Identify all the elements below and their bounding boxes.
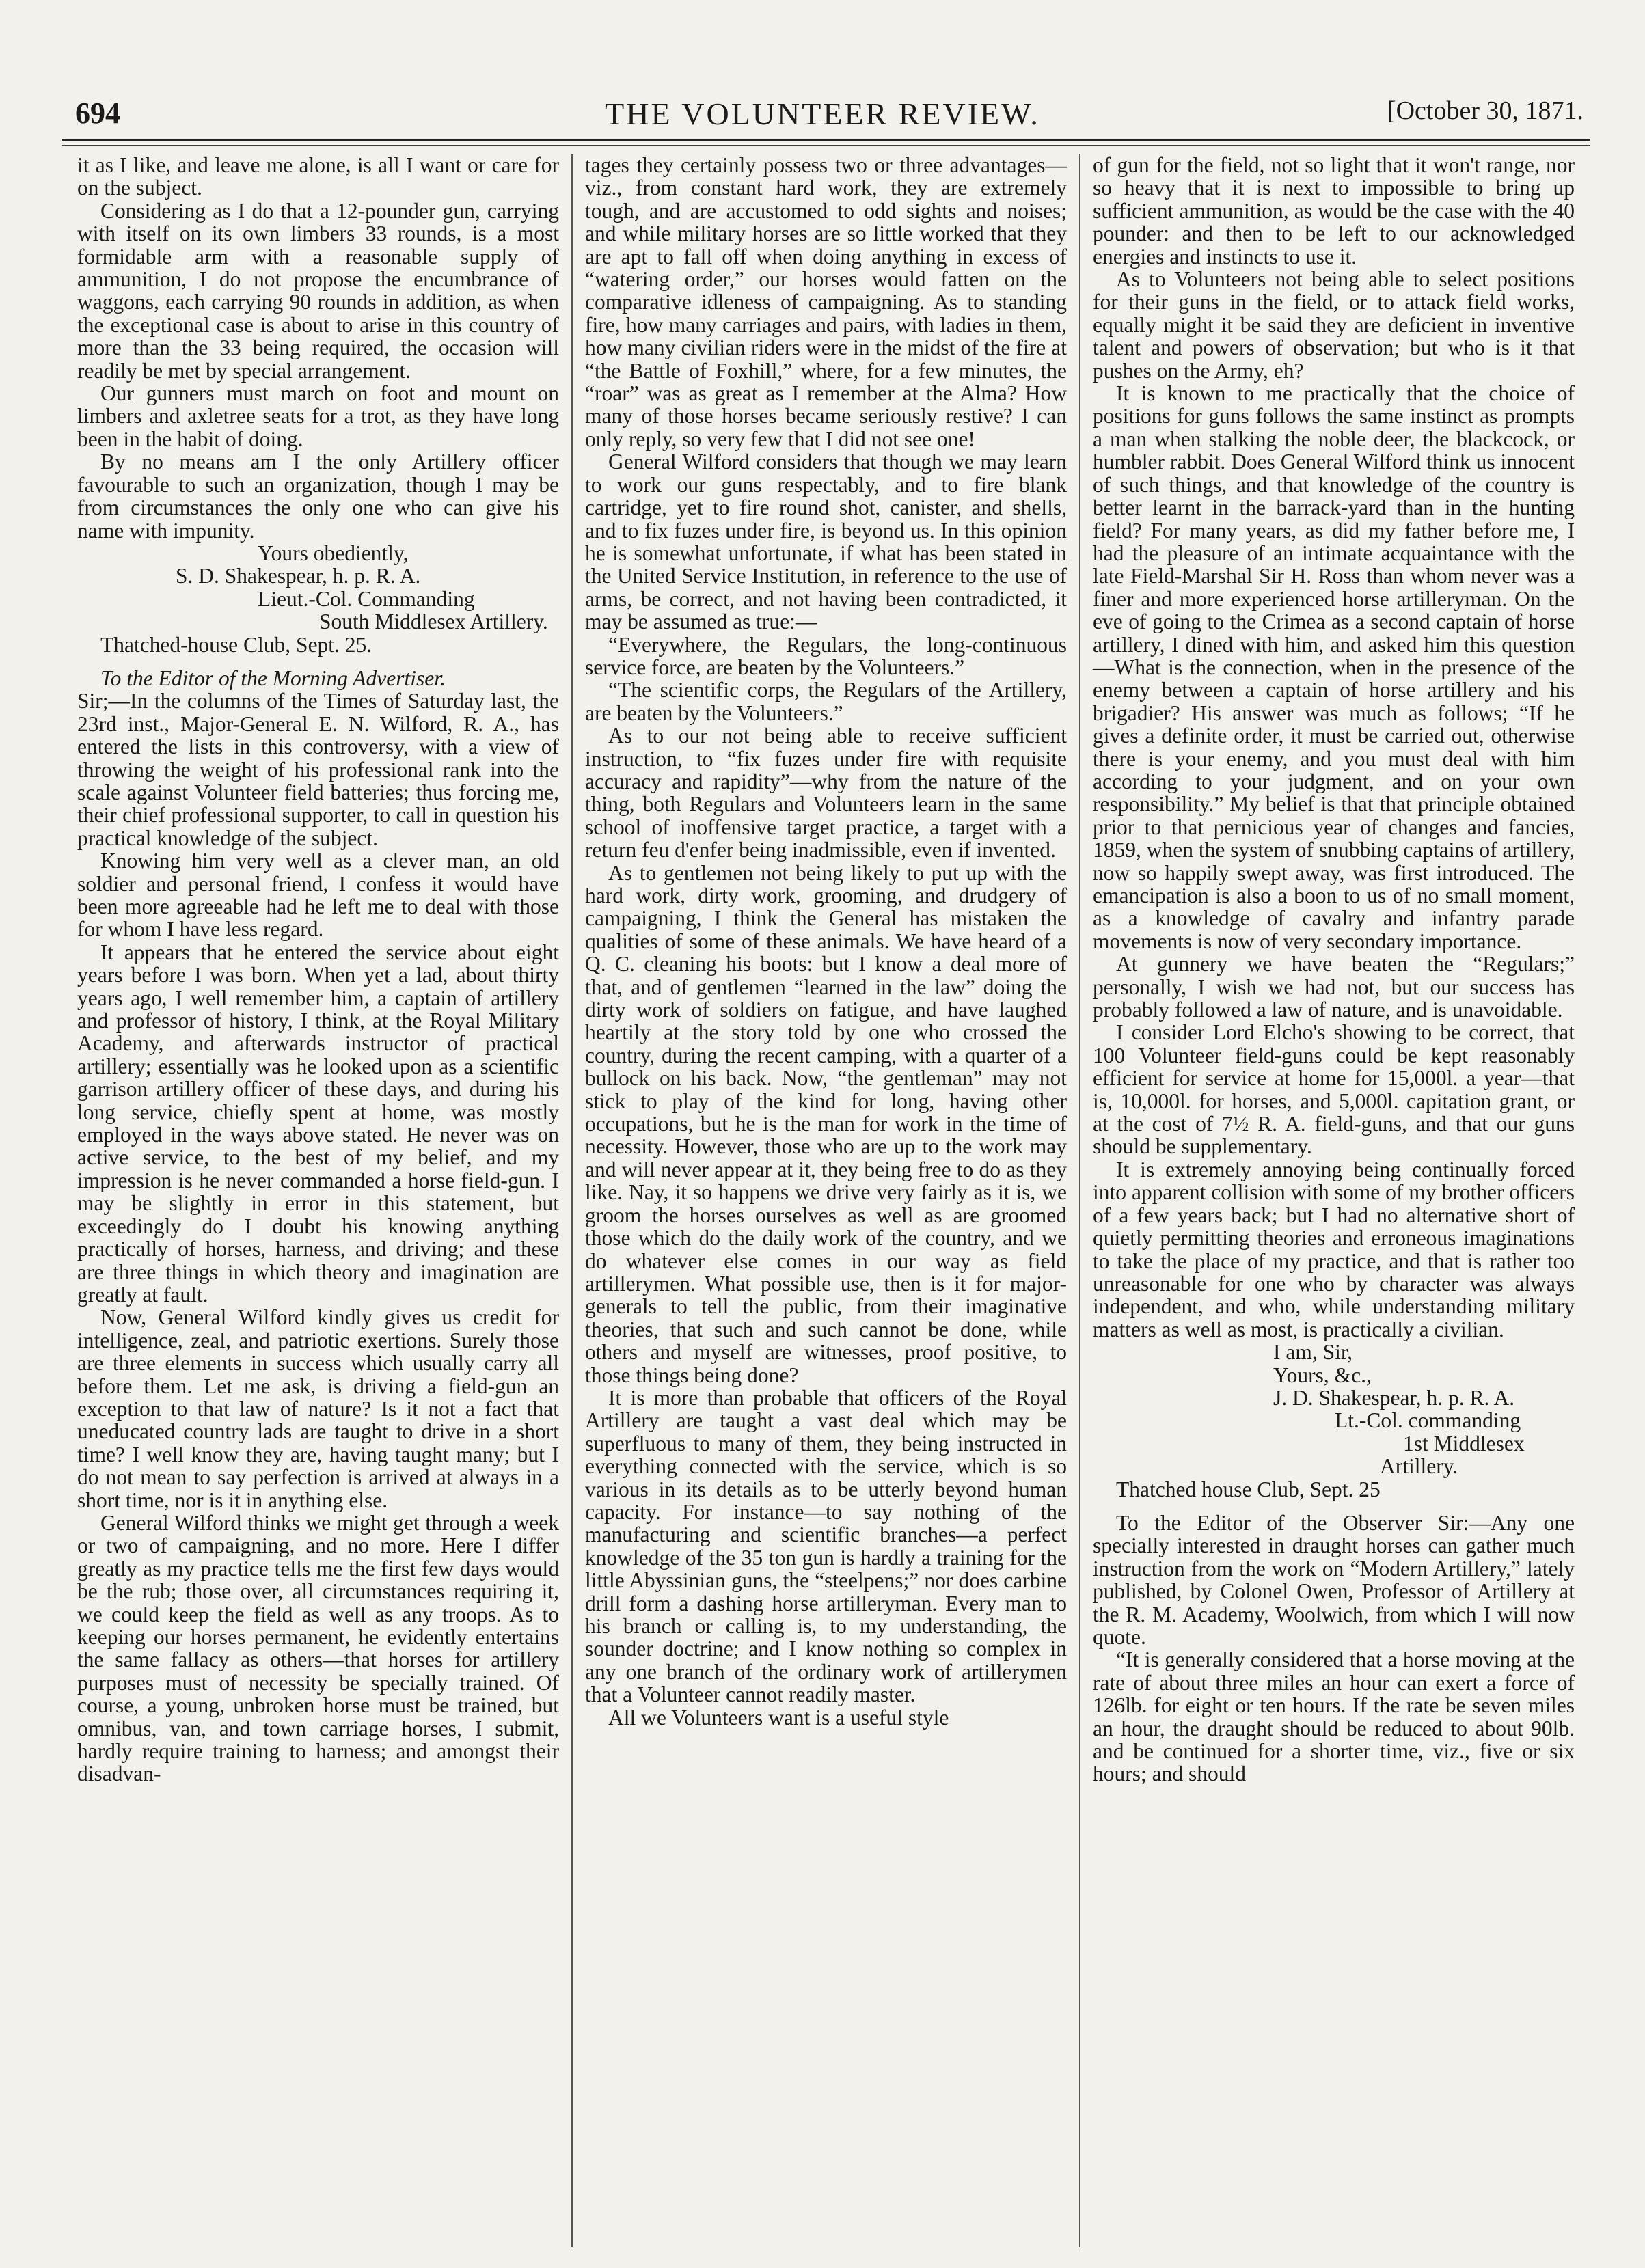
paragraph: Sir;—In the columns of the Times of Saturday last, the 23rd inst., Major-General E. N. Wilford, R. A., has entered the lists in this controversy, with a view of throwing the weight of his professional rank into the scale against Volunteer field batteries; thus forcing me, their chief professional supporter, to call in question his practical knowledge of the subject. [77, 689, 559, 850]
issue-date: [October 30, 1871. [1387, 96, 1583, 125]
paragraph: of gun for the field, not so light that it won't range, nor so heavy that it is next to impossible to bring up sufficient ammunition, as would be the case with the 40 pounder: and then to be left to our acknowledged energies and instincts to use it. [1093, 154, 1575, 269]
page-header [48, 96, 1597, 137]
signature-place-date: Thatched-house Club, Sept. 25. [100, 632, 372, 657]
header-rule-thin [62, 145, 1590, 146]
column-1 [65, 154, 571, 2247]
paragraph: It is extremely annoying being continually forced into apparent collision with some of my brother officers of a few years back; but I had no alternative short of quietly permitting theories and erroneous imaginations to take the place of my practice, and that is rather too unreasonable for one who by character was always independent, and who, while understanding military matters as well as most, is practically a civilian. [1093, 1157, 1575, 1341]
paragraph: I consider Lord Elcho's showing to be correct, that 100 Volunteer field-guns could be kept reasonably efficient for service at home for 15,000l. a year—that is, 10,000l. for horses, and 5,000l. capitation grant, or at the cost of 7½ R. A. field-guns, and that our guns should be supplementary. [1093, 1020, 1575, 1159]
paragraph: Now, General Wilford kindly gives us credit for intelligence, zeal, and patriotic exertions. Surely those are three elements in success which usually carry all before them. Let me ask, is driving a field-gun an exception to that law of nature? Is it not a fact that uneducated country lads are taught to drive in a short time? I well know they are, having taught many; but I do not mean to say perfection is arrived at always in a short time, nor is it in anything else. [77, 1305, 559, 1512]
quote: “The scientific corps, the Regulars of the Artillery, are beaten by the Volunteers.” [585, 678, 1067, 725]
paragraph: As to gentlemen not being likely to put up with the hard work, dirty work, grooming, and drudgery of campaigning, I think the General has mistaken the qualities of some of these animals. We have heard of a Q. C. cleaning his boots: but I know a deal more of that, and of gentlemen “learned in the law” doing the dirty work of soldiers on fatigue, and have laughed heartily at the story told by one who crossed the country, during the recent camping, with a quarter of a bullock on his back. Now, “the gentleman” may not stick to play of the kind for long, having other occupations, but he is the man for work in the time of necessity. However, those who are up to the work may and will never appear at it, they being free to do as they like. Nay, it so happens we drive very fairly as it is, we groom the horses ourselves as well as are groomed those which do the daily work of the country, and we do whatever else comes in our way as field artillerymen. What possible use, then is it for major-generals to tell the public, from their imaginative theories, that such and such cannot be done, while others and myself are witnesses, proof positive, to those things being done? [585, 860, 1067, 1387]
paragraph: It appears that he entered the service about eight years before I was born. When yet a lad, about thirty years ago, I well remember him, a captain of artillery and professor of history, I think, at the Royal Military Academy, and afterwards instructor of practical artillery; essentially was he looked upon as a scientific garrison artillery officer of these days, and during his long service, chiefly spent at home, was mostly employed in the ways above stated. He never was on active service, to the best of my belief, and my impression is he never commanded a horse field-gun. I may be slightly in error in this statement, but exceedingly do I doubt his knowing anything practically of horses, harness, and driving; and these are three things in which theory and imagination are greatly at fault. [77, 940, 559, 1307]
paragraph: tages they certainly possess two or three advantages—viz., from constant hard work, they are extremely tough, and are accustomed to odd sights and noises; and while military horses are so little worked that they are apt to fall off when doing anything in excess of “watering order,” our horses would fatten on the comparative idleness of campaigning. As to standing fire, how many carriages and pairs, with ladies in them, how many civilian riders were in the midst of the fire at “the Battle of Foxhill,” where, for a few minutes, the “roar” was as great as I remember at the Alma? How many of those horses became seriously restive? I can only reply, so very few that I did not see one! [585, 154, 1067, 451]
quote: “It is generally considered that a horse moving at the rate of about three miles an hour can exert a force of 126lb. for eight or ten hours. If the rate be seven miles an hour, the draught should be reduced to about 90lb. and be continued for a shorter time, viz., five or six hours; and should [1093, 1648, 1575, 1786]
signature-name: J. D. Shakespear, h. p. R. A. [1273, 1385, 1515, 1410]
paragraph: At gunnery we have beaten the “Regulars;” personally, I wish we had not, but our success has probably followed a law of nature, and is unavoidable. [1093, 952, 1575, 1022]
article-columns [65, 154, 1587, 2247]
paragraph: As to our not being able to receive sufficient instruction, to “fix fuzes under fire with requisite accuracy and rapidity”—why from the nature of the thing, both Regulars and Volunteers learn in the same school of inoffensive target practice, a target with a return feu d'enfer being inadmissible, even if invented. [585, 724, 1067, 862]
signature-closing: I am, Sir, [1273, 1340, 1352, 1365]
header-rule [62, 139, 1590, 141]
letter-address: To the Editor of the Morning Advertiser. [100, 666, 446, 690]
paragraph: Knowing him very well as a clever man, an old soldier and personal friend, I confess it would have been more agreeable had he left me to deal with those for whom I have less regard. [77, 849, 559, 942]
paragraph: it as I like, and leave me alone, is all I want or care for on the subject. [77, 154, 559, 200]
signature-rank: Lieut.-Col. Commanding [258, 586, 475, 611]
page-number: 694 [75, 96, 120, 130]
masthead-title: THE VOLUNTEER REVIEW. [605, 96, 1040, 131]
signature-closing: Yours obediently, [258, 541, 409, 565]
paragraph: Considering as I do that a 12-pounder gun, carrying with itself on its own limbers 33 rounds, is a most formidable arm with a reasonable supply of ammunition, I do not propose the encumbrance of waggons, each carrying 90 rounds in addition, as when the exceptional case is about to arise in this country of more than the 33 being required, the occasion will readily be met by special arrangement. [77, 198, 559, 383]
signature-place-date: Thatched house Club, Sept. 25 [1116, 1477, 1381, 1501]
signature-name: S. D. Shakespear, h. p. R. A. [176, 564, 421, 588]
paragraph: To the Editor of the Observer Sir:—Any one specially interested in draught horses can gather much instruction from the work on “Modern Artillery,” lately published, by Colonel Owen, Professor of Artillery at the R. M. Academy, Woolwich, from which I will now quote. [1093, 1510, 1575, 1649]
column-3 [1079, 154, 1587, 2247]
paragraph: It is known to me practically that the choice of positions for guns follows the same instinct as prompts a man when stalking the noble deer, the blackcock, or humbler rabbit. Does General Wilford think us innocent of such things, and that knowledge of the country is better learnt in the barrack-yard than in the hunting field? For many years, as did my father before me, I had the pleasure of an intimate acquaintance with the late Field-Marshal Sir H. Ross than whom never was a finer and more experienced horse artilleryman. On the eve of going to the Crimea as a second captain of horse artillery, I dined with him, and asked him this question—What is the connection, when in the presence of the enemy between a captain of horse artillery and his brigadier? His answer was much as follows; “If he gives a definite order, it must be carried out, otherwise there is your enemy, and you must deal with him according to your judgment, and on your own responsibility.” My belief is that that principle obtained prior to that pernicious year of changes and fancies, 1859, when the system of snubbing captains of artillery, now so happily swept away, was first introduced. The emancipation is also a boon to us of no small moment, as a knowledge of cavalry and infantry parade movements is now of very secondary importance. [1093, 381, 1575, 953]
paragraph: General Wilford considers that though we may learn to work our guns respectably, and to fire blank cartridge, yet to fire round shot, canister, and shells, and to fix fuzes under fire, is beyond us. In this opinion he is somewhat unfortunate, if what has been stated in the United Service Institution, in reference to the use of arms, be correct, and not having been contradicted, it may be assumed as true:— [585, 450, 1067, 634]
paragraph: It is more than probable that officers of the Royal Artillery are taught a vast deal which may be superfluous to many of them, they being instructed in everything connected with the service, which is so various in its details as to be utterly beyond human capacity. For instance—to say nothing of the manufacturing and scientific branches—a perfect knowledge of the 35 ton gun is hardly a training for the little Abyssinian guns, the “steelpens;” nor does carbine drill form a dashing horse artilleryman. Every man to his branch or calling is, to my understanding, the sounder doctrine; and I know nothing so complex in any one branch of the ordinary work of artillerymen that a Volunteer cannot readily master. [585, 1385, 1067, 1707]
signature-unit: 1st Middlesex Artillery. [1380, 1431, 1525, 1479]
paragraph: Our gunners must march on foot and mount on limbers and axletree seats for a trot, as they have long been in the habit of doing. [77, 381, 559, 451]
signature-closing: Yours, &c., [1273, 1363, 1372, 1387]
paragraph: As to Volunteers not being able to select positions for their guns in the field, or to attack field works, equally might it be said they are deficient in inventive talent and powers of observation; but who is it that pushes on the Army, eh? [1093, 267, 1575, 383]
quote: “Everywhere, the Regulars, the long-continuous service force, are beaten by the Volunteers.” [585, 632, 1067, 679]
paragraph: General Wilford thinks we might get through a week or two of campaigning, and no more. Here I differ greatly as my practice tells me the first few days would be the rub; those over, all circumstances requiring it, we could keep the field as well as any troops. As to keeping our horses permanent, he evidently entertains the same fallacy as others—that horses for artillery purposes must of necessity be specially trained. Of course, a young, unbroken horse must be trained, but omnibus, van, and town carriage horses, I submit, hardly require training to harness; and amongst their disadvan- [77, 1510, 559, 1786]
paragraph: All we Volunteers want is a useful style [608, 1705, 949, 1730]
column-2 [571, 154, 1079, 2247]
paragraph: By no means am I the only Artillery officer favourable to such an organization, though I may be from circumstances the only one who can give his name with impunity. [77, 450, 559, 543]
signature-unit: South Middlesex Artillery. [319, 610, 548, 634]
signature-rank: Lt.-Col. commanding [1335, 1408, 1521, 1433]
